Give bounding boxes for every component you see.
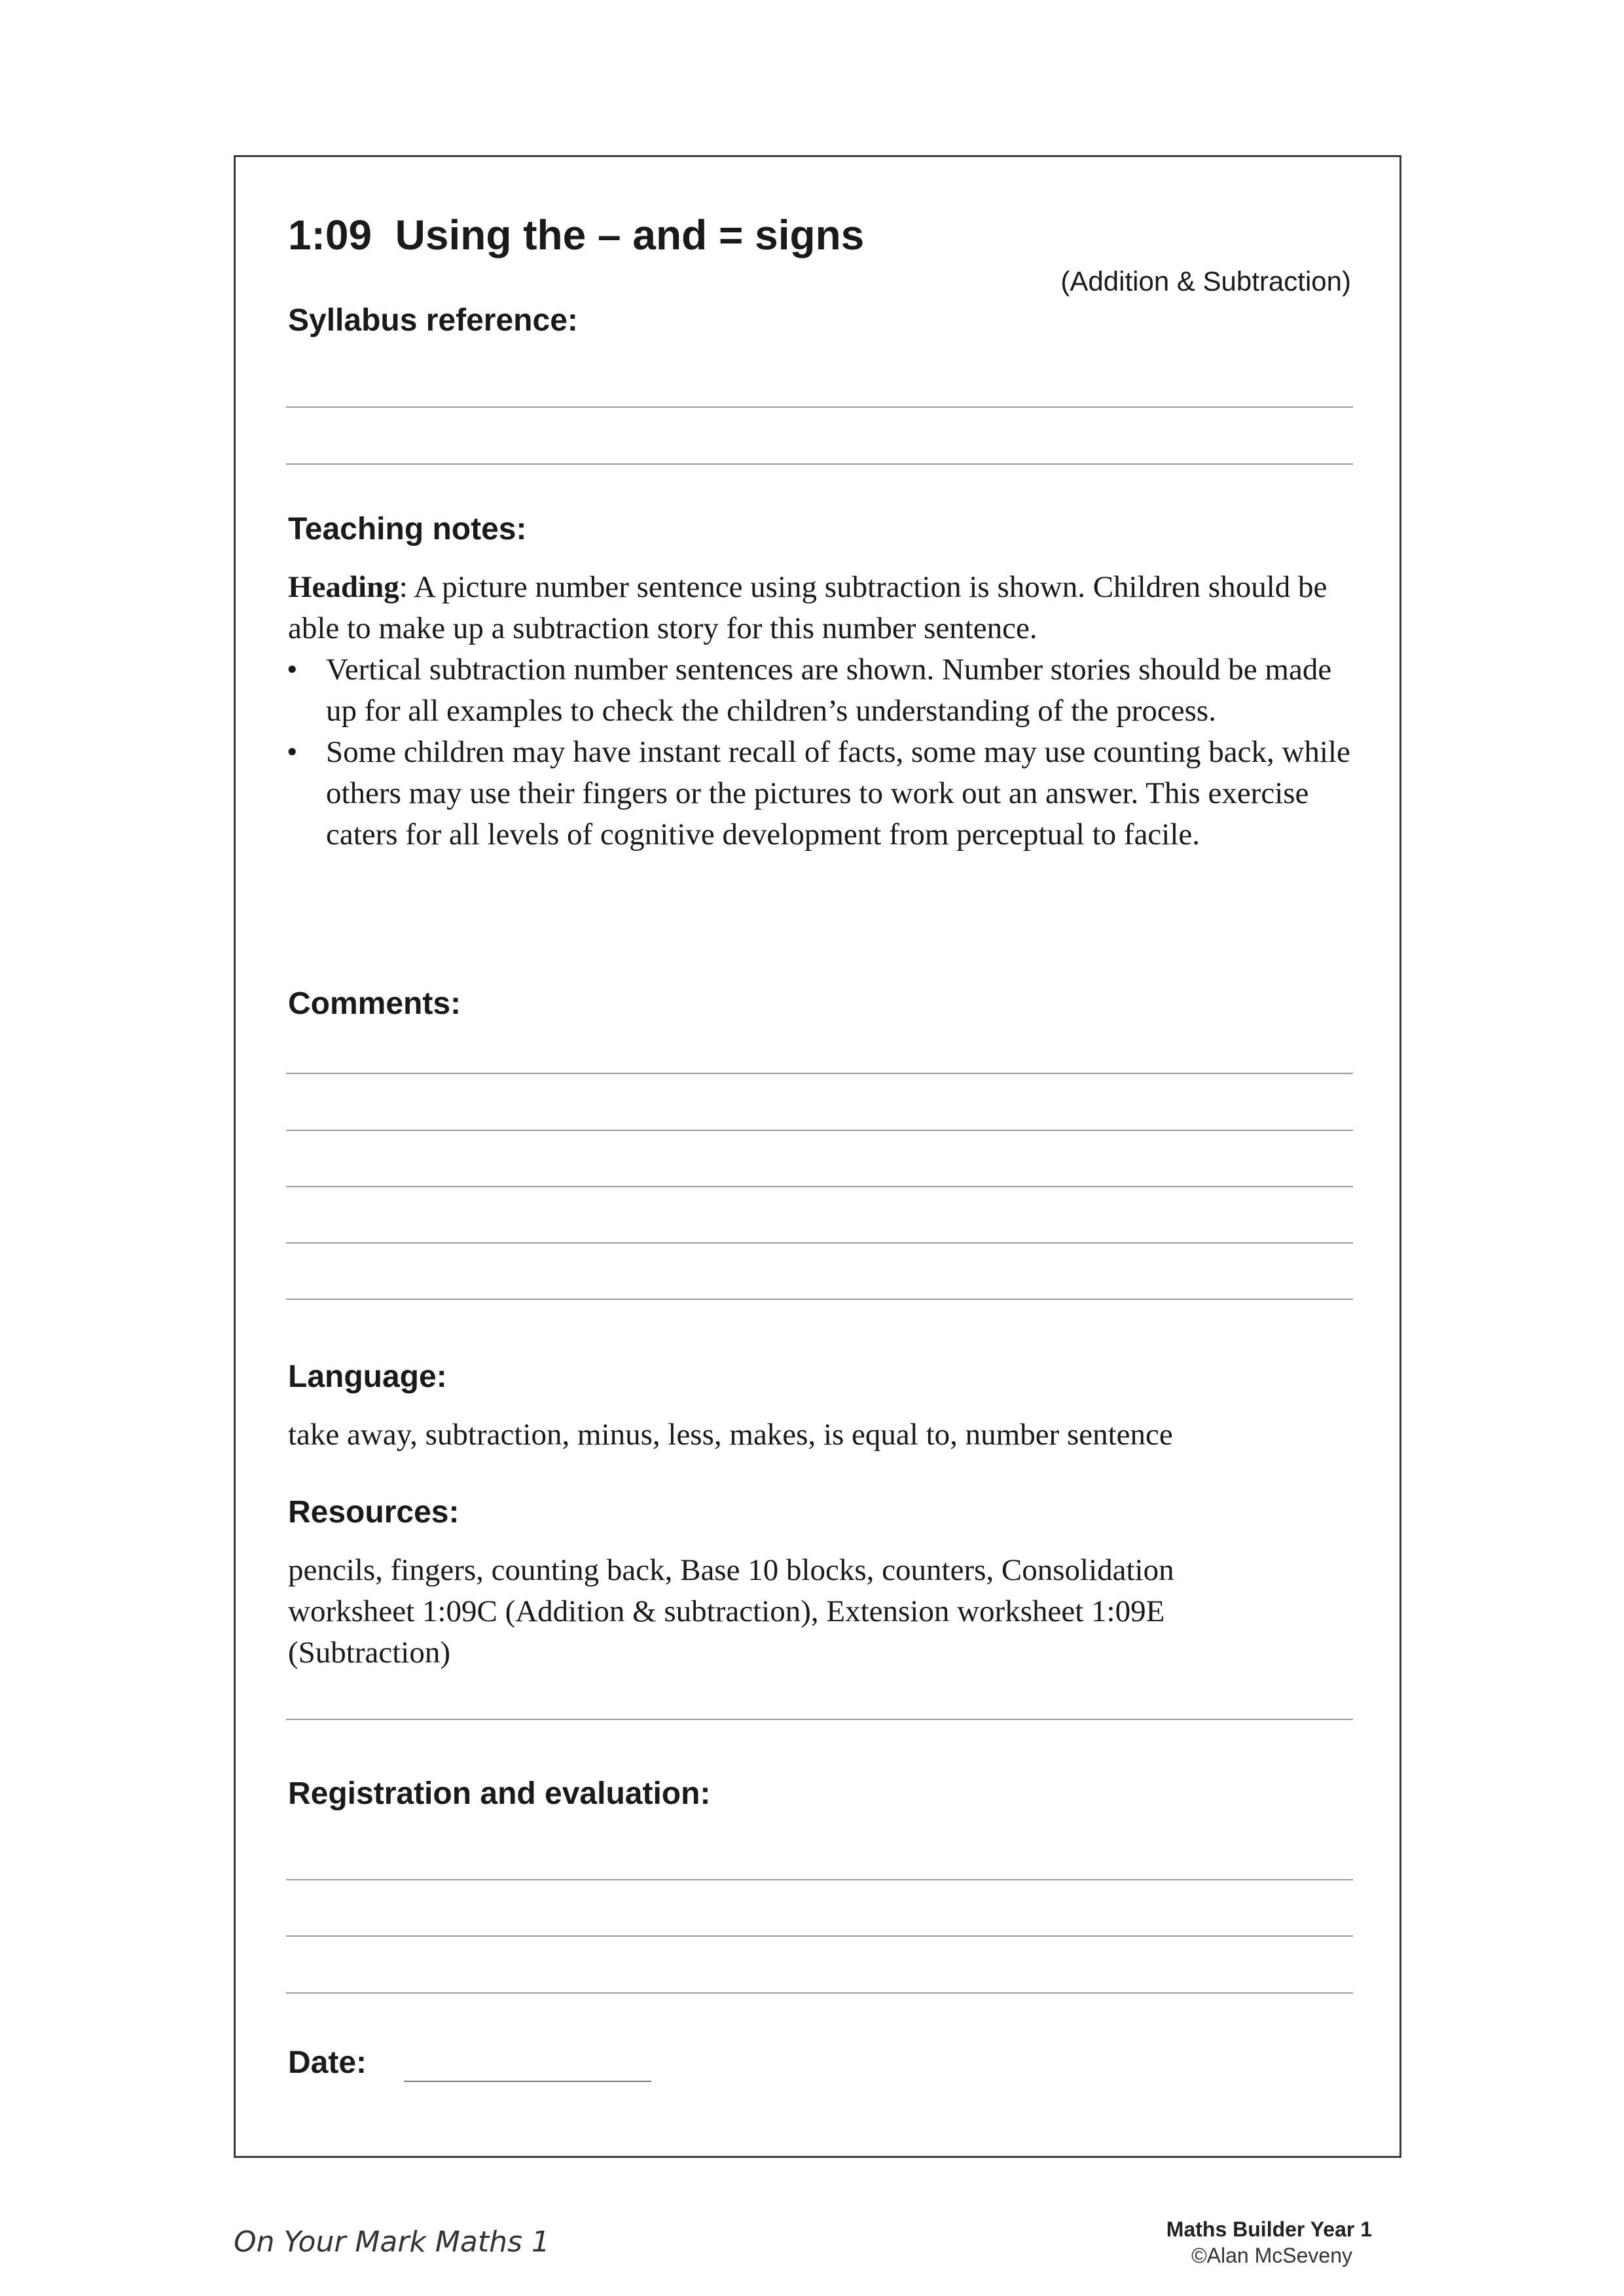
comments-line-1[interactable] [286, 1073, 1353, 1074]
comments-heading: Comments: [288, 986, 461, 1021]
registration-line-3[interactable] [286, 1992, 1353, 1994]
bullet-text: Vertical subtraction number sentences are shown. Number stories should be made up for all examples to check the children’s understanding of the process. [326, 653, 1332, 728]
list-item [275, 732, 1362, 855]
page-frame [234, 155, 1401, 2158]
list-item [275, 649, 1362, 732]
syllabus-line-1[interactable] [286, 406, 1353, 408]
resources-line[interactable] [286, 1719, 1353, 1720]
date-label: Date: [288, 2045, 367, 2080]
resources-text: pencils, fingers, counting back, Base 10 blocks, counters, Consolidation worksheet 1:09C (Addition & subtraction), Extension worksheet 1:09E (Subtraction) [288, 1553, 1174, 1670]
resources-heading: Resources: [288, 1495, 460, 1530]
teaching-notes-lead [288, 567, 1355, 649]
syllabus-line-2[interactable] [286, 463, 1353, 465]
teaching-notes-heading: Teaching notes: [288, 512, 527, 547]
bullet-text: Some children may have instant recall of facts, some may use counting back, while others may use their fingers or the pictures to work out an answer. This exercise caters for all levels of cognitive development from perceptual to facile. [326, 735, 1350, 852]
syllabus-heading: Syllabus reference: [288, 303, 578, 338]
bullet-icon: • [287, 735, 298, 769]
comments-line-4[interactable] [286, 1242, 1353, 1244]
comments-line-5[interactable] [286, 1299, 1353, 1300]
language-heading: Language: [288, 1359, 447, 1394]
language-text: take away, subtraction, minus, less, makes, is equal to, number sentence [288, 1418, 1173, 1452]
page-title: 1:09 Using the – and = signs [288, 211, 865, 259]
strand-label: (Addition & Subtraction) [1060, 266, 1351, 296]
bullet-icon: • [287, 653, 298, 687]
footer-book-title: Maths Builder Year 1 [1166, 2217, 1372, 2241]
comments-line-3[interactable] [286, 1186, 1353, 1187]
comments-line-2[interactable] [286, 1130, 1353, 1131]
registration-line-1[interactable] [286, 1879, 1353, 1880]
lead-label: Heading [288, 570, 399, 604]
lead-text: : A picture number sentence using subtraction is shown. Children should be able to make up a subtraction story for this number sentence. [288, 570, 1327, 645]
footer-copyright: ©Alan McSeveny [1191, 2244, 1352, 2267]
footer-series: On Your Mark Maths 1 [234, 2225, 550, 2259]
teaching-notes-bullets [275, 649, 1362, 855]
registration-heading: Registration and evaluation: [288, 1776, 711, 1811]
date-input-line[interactable] [404, 2081, 651, 2082]
registration-line-2[interactable] [286, 1935, 1353, 1937]
